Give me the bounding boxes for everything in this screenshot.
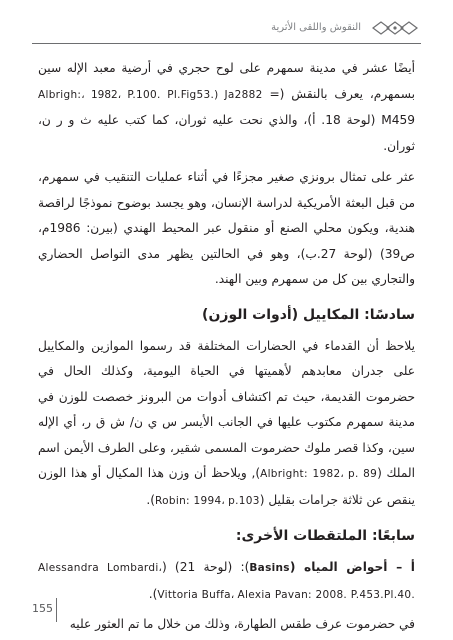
paragraph-text: ): (لوحة 21) (	[161, 560, 250, 574]
paragraph-basins	[38, 555, 415, 608]
paragraph-measures	[38, 334, 415, 515]
paragraph-text: ), ويلاحظ أن وزن هذا المكيال أو هذا الوزن ينقص عن ثلاثة جرامات بقليل (	[38, 466, 415, 507]
page-number-rule	[56, 598, 57, 622]
paragraph-text: = M459 (لوحة 18. أ)، والذي نحت عليه ثوران، كما كتب عليه ث و ر ن، ثوران.	[38, 86, 415, 153]
citation: Robin: 1994، p.103	[155, 494, 260, 507]
running-title: النقوش واللقى الأثرية	[271, 22, 361, 33]
paragraph-inscription	[38, 56, 415, 159]
header-rule	[32, 43, 421, 44]
page-number: 155	[32, 602, 53, 615]
paragraph-text: في حضرموت عرف طقس الطهارة، وذلك من خلال ما تم العثور عليه	[69, 617, 415, 631]
section-heading-other-finds: سابعًا: الملتقطات الأخرى:	[235, 528, 415, 544]
ornament-icon	[371, 20, 421, 36]
paragraph-statue	[38, 165, 415, 293]
basins-term: Basins	[249, 562, 290, 574]
section-heading-measures: سادسًا: المكاييل (أدوات الوزن)	[202, 306, 415, 323]
paragraph-text: ).	[148, 586, 158, 601]
citation: Alessandra Lombardi،	[38, 562, 162, 574]
paragraph-text: أيضًا عشر في مدينة سمهرم على لوح حجري في أرضية معبد الإله سين بسمهرم، يعرف بالنقش (	[38, 61, 415, 101]
paragraph-purity	[38, 612, 415, 638]
paragraph-text: ).	[146, 492, 156, 507]
page-body	[38, 56, 415, 638]
citation: Albrigh:، 1982، P.100. Pl.Fig53.) Ja2882	[38, 88, 263, 101]
paragraph-text: عثر على تمثال برونزي صغير مجزءًا في أثناء عمليات التنقيب في سمهرم، من قبل البعثة الأمريكية لدراسة الإنسان، وهو يجسد بوضوح نموذجًا لراقصة هندية، ويكون محلي الصنع أو منقول عبر المحيط الهندي (بيرن: 1986م، ص39) (لوحة 27.ب)، وهو في الحالتين يظهر مدى التواصل الحضاري والتجاري بين كل من سمهرم وبين الهند.	[38, 170, 415, 286]
citation: Albright:	[260, 468, 308, 480]
page-header	[32, 18, 421, 40]
citation: 1982، p. 89	[312, 468, 378, 480]
paragraph-text: يلاحظ أن القدماء في الحضارات المختلفة قد رسموا الموازين والمكاييل على جدران معابدهم لأهميتها في الحياة اليومية، وكذلك الحال في حضرموت القديمة، حيث تم اكتشاف أدوات من البرونز خصصت للوزن في مدينة سمهرم مكتوب عليها في الجانب الأيسر س ي ن/ ش ق ر، أي الإله سين، وكذا قصر ملوك حضرموت المسمى شقير، وعلى الطرف الأيمن اسم الملك (	[38, 338, 415, 480]
citation: Vittoria Buffa، Alexia Pavan: 2008. P.453.Pl.40.	[157, 588, 415, 601]
subheading-text: أ – أحواض المياه (	[289, 560, 415, 574]
